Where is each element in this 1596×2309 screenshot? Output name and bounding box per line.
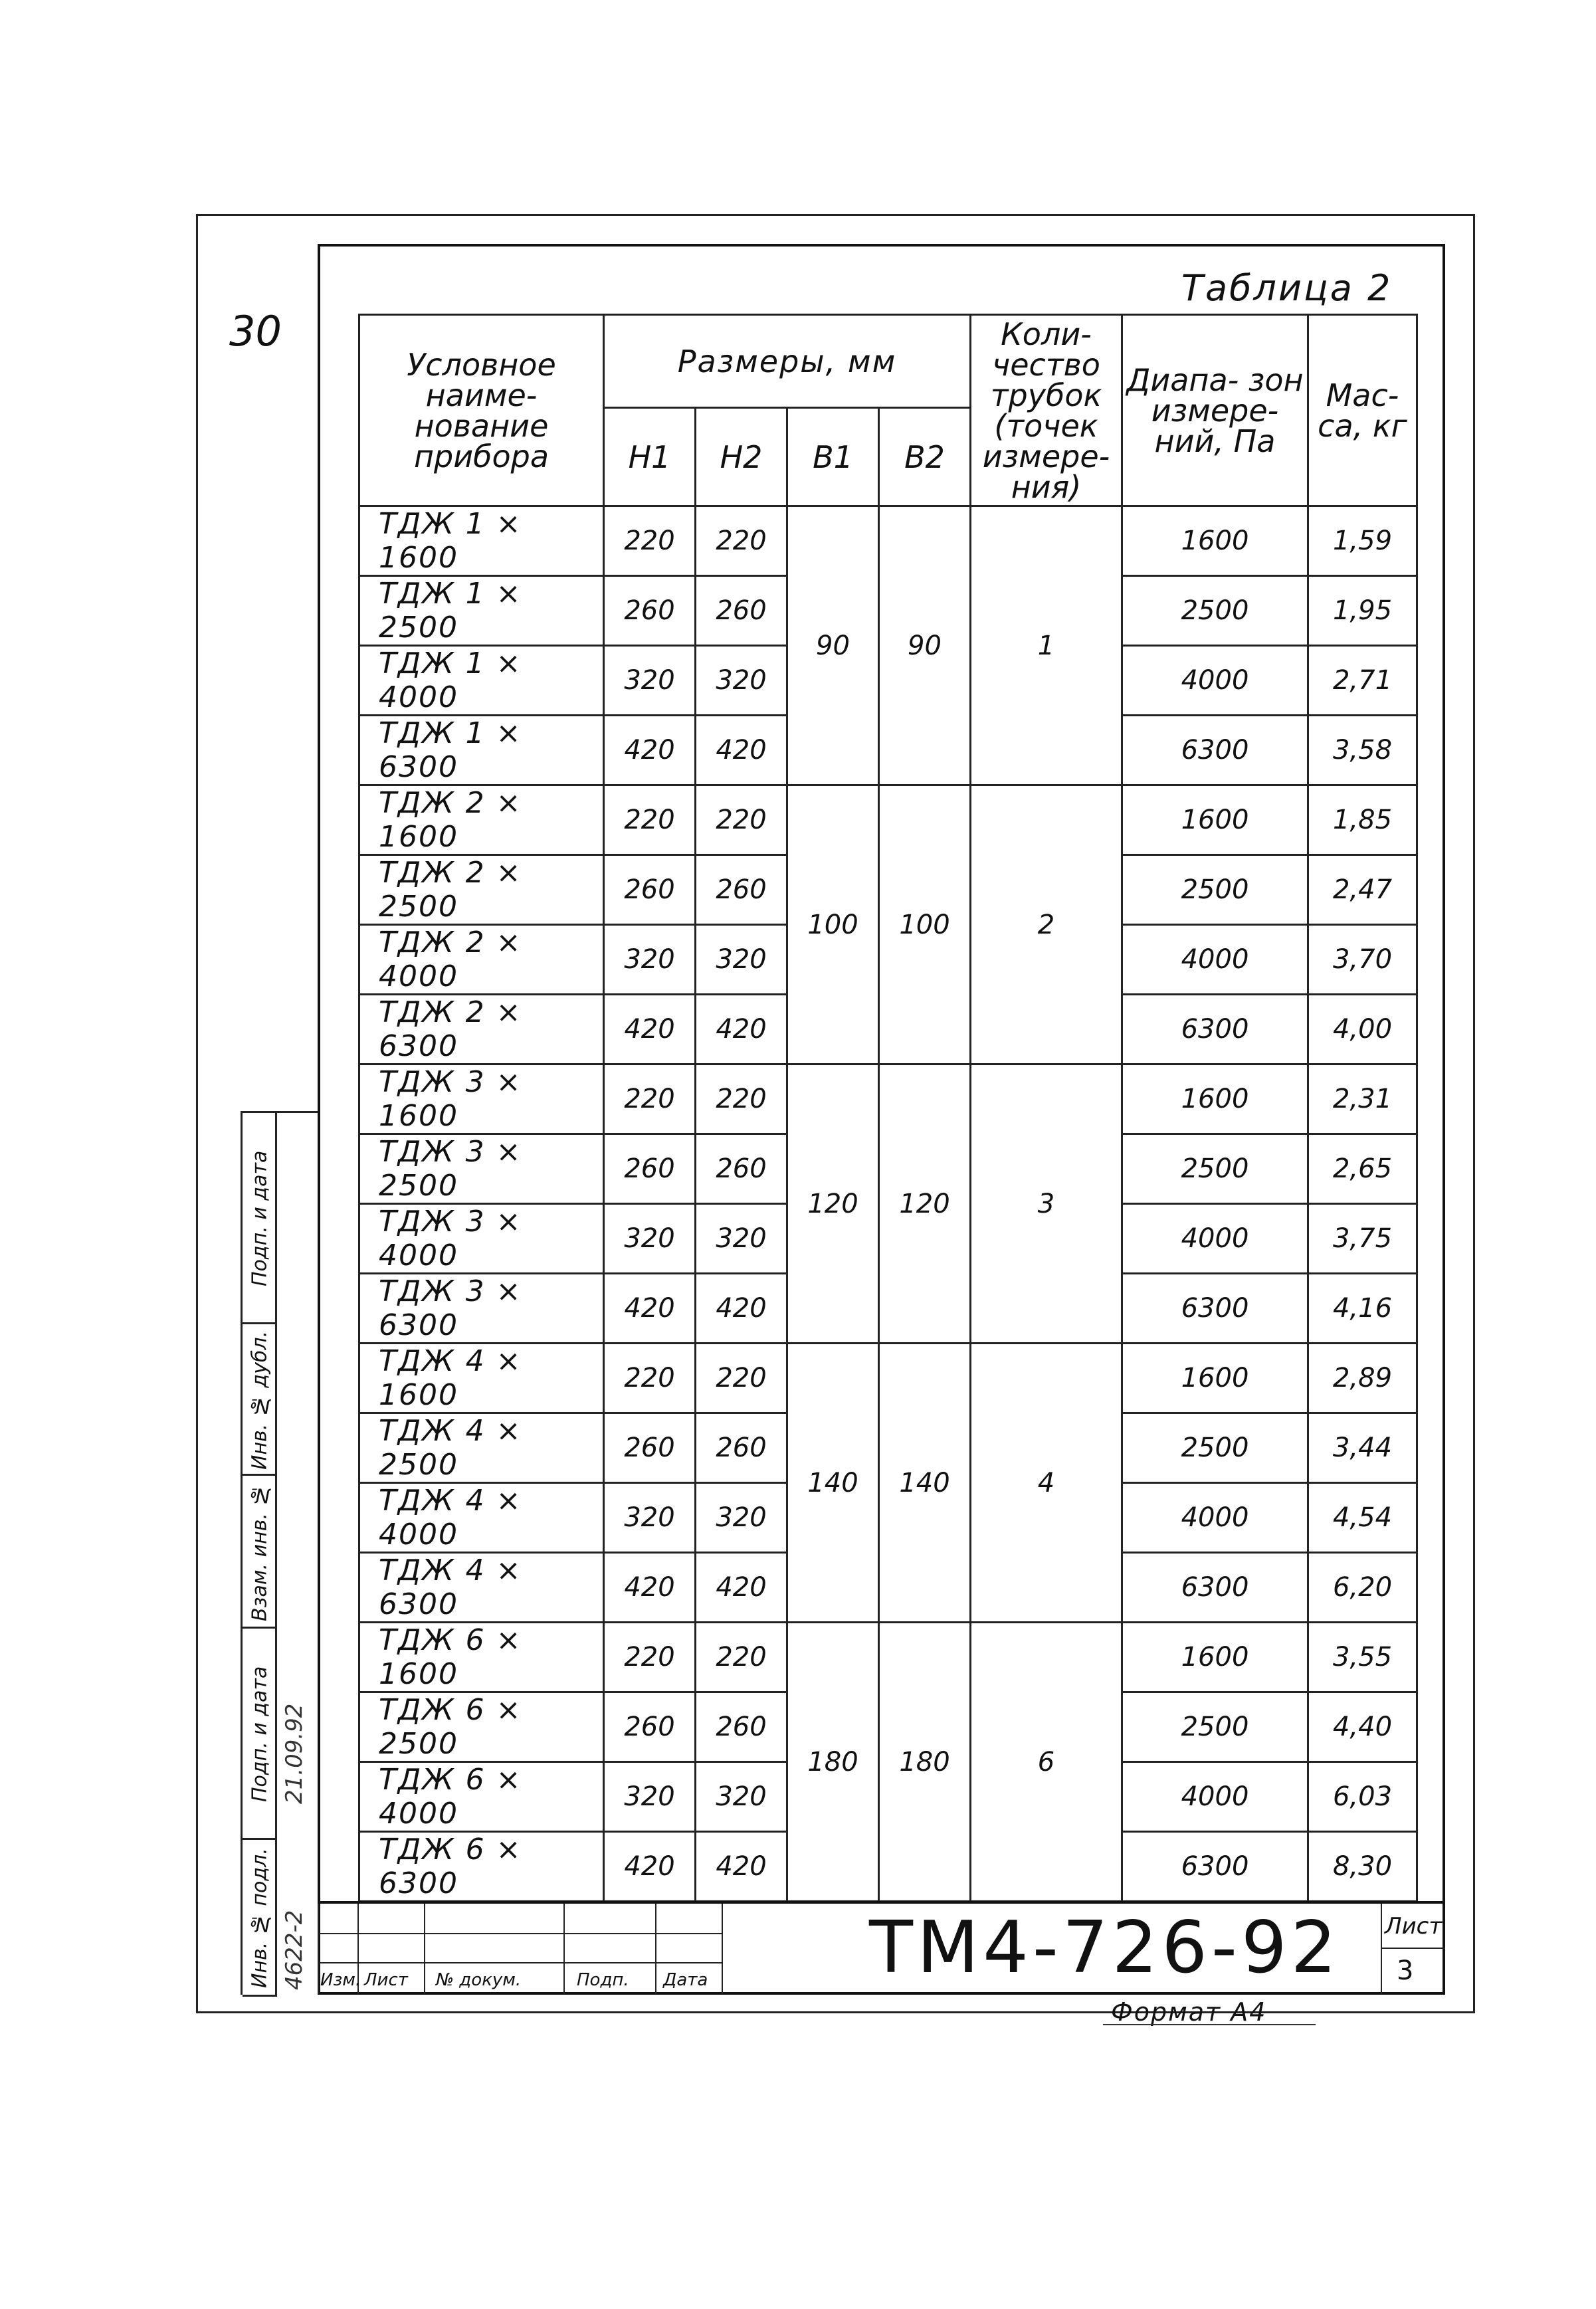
cell-model: ТДЖ 1 × 4000 bbox=[359, 646, 604, 716]
header-tubes: Коли- чество трубок (точек измере- ния) bbox=[971, 315, 1122, 506]
cell-model: ТДЖ 3 × 1600 bbox=[359, 1064, 604, 1134]
side-label-sign-date: Подп. и дата bbox=[248, 1150, 272, 1287]
cell-range: 1600 bbox=[1122, 785, 1308, 855]
stamp-izm: Изм. bbox=[320, 1970, 361, 1990]
cell-h1: 220 bbox=[604, 1623, 696, 1692]
cell-h2: 320 bbox=[696, 1204, 787, 1274]
cell-b2: 100 bbox=[879, 785, 971, 1064]
cell-h1: 260 bbox=[604, 1413, 696, 1483]
cell-b2: 180 bbox=[879, 1623, 971, 1902]
cell-mass: 2,71 bbox=[1308, 646, 1417, 716]
side-label-sign-date-2: Подп. и дата bbox=[248, 1666, 272, 1803]
table-row bbox=[359, 785, 1417, 855]
cell-mass: 3,55 bbox=[1308, 1623, 1417, 1692]
cell-mass: 1,95 bbox=[1308, 576, 1417, 646]
cell-model: ТДЖ 6 × 1600 bbox=[359, 1623, 604, 1692]
cell-mass: 4,00 bbox=[1308, 995, 1417, 1064]
header-sizes: Размеры, мм bbox=[604, 315, 971, 408]
cell-b1: 140 bbox=[787, 1344, 879, 1623]
cell-h1: 320 bbox=[604, 1204, 696, 1274]
cell-tubes: 4 bbox=[971, 1344, 1122, 1623]
cell-mass: 6,20 bbox=[1308, 1553, 1417, 1623]
cell-h2: 220 bbox=[696, 1623, 787, 1692]
cell-mass: 3,70 bbox=[1308, 925, 1417, 995]
cell-h1: 220 bbox=[604, 506, 696, 576]
cell-mass: 3,44 bbox=[1308, 1413, 1417, 1483]
cell-model: ТДЖ 6 × 6300 bbox=[359, 1832, 604, 1902]
cell-model: ТДЖ 1 × 6300 bbox=[359, 716, 604, 785]
cell-mass: 4,16 bbox=[1308, 1274, 1417, 1344]
cell-range: 1600 bbox=[1122, 1344, 1308, 1413]
cell-h1: 420 bbox=[604, 1553, 696, 1623]
cell-mass: 3,58 bbox=[1308, 716, 1417, 785]
document-code: ТМ4-726-92 bbox=[869, 1906, 1341, 1989]
cell-model: ТДЖ 4 × 2500 bbox=[359, 1413, 604, 1483]
cell-range: 4000 bbox=[1122, 1762, 1308, 1832]
cell-model: ТДЖ 3 × 2500 bbox=[359, 1134, 604, 1204]
side-label-replace-inv: Взам. инв. № bbox=[248, 1483, 272, 1621]
cell-h1: 420 bbox=[604, 716, 696, 785]
cell-model: ТДЖ 4 × 4000 bbox=[359, 1483, 604, 1553]
cell-mass: 4,40 bbox=[1308, 1692, 1417, 1762]
cell-range: 6300 bbox=[1122, 995, 1308, 1064]
cell-h2: 220 bbox=[696, 1064, 787, 1134]
stamp-doc: № докум. bbox=[436, 1970, 522, 1990]
cell-model: ТДЖ 3 × 6300 bbox=[359, 1274, 604, 1344]
header-range: Диапа- зон измере- ний, Па bbox=[1122, 315, 1308, 506]
cell-h2: 420 bbox=[696, 1553, 787, 1623]
cell-model: ТДЖ 1 × 1600 bbox=[359, 506, 604, 576]
cell-h1: 260 bbox=[604, 1134, 696, 1204]
cell-h2: 260 bbox=[696, 855, 787, 925]
cell-mass: 6,03 bbox=[1308, 1762, 1417, 1832]
cell-model: ТДЖ 6 × 2500 bbox=[359, 1692, 604, 1762]
cell-range: 2500 bbox=[1122, 1134, 1308, 1204]
cell-range: 6300 bbox=[1122, 1553, 1308, 1623]
cell-model: ТДЖ 1 × 2500 bbox=[359, 576, 604, 646]
cell-b2: 140 bbox=[879, 1344, 971, 1623]
cell-range: 6300 bbox=[1122, 1274, 1308, 1344]
cell-h1: 320 bbox=[604, 925, 696, 995]
sheet-box bbox=[1381, 1904, 1445, 1994]
stamp-list: Лист bbox=[364, 1970, 408, 1990]
cell-tubes: 1 bbox=[971, 506, 1122, 785]
header-mass: Мас- са, кг bbox=[1308, 315, 1417, 506]
cell-range: 4000 bbox=[1122, 925, 1308, 995]
cell-b2: 120 bbox=[879, 1064, 971, 1344]
cell-mass: 8,30 bbox=[1308, 1832, 1417, 1902]
cell-h1: 420 bbox=[604, 1274, 696, 1344]
header-h1: H1 bbox=[604, 408, 696, 506]
cell-h2: 420 bbox=[696, 1274, 787, 1344]
cell-tubes: 6 bbox=[971, 1623, 1122, 1902]
cell-range: 2500 bbox=[1122, 1692, 1308, 1762]
side-registration-strip bbox=[241, 1111, 318, 1995]
cell-mass: 2,31 bbox=[1308, 1064, 1417, 1134]
header-b1: B1 bbox=[787, 408, 879, 506]
cell-range: 2500 bbox=[1122, 1413, 1308, 1483]
stamp-data: Дата bbox=[663, 1970, 708, 1990]
cell-range: 4000 bbox=[1122, 646, 1308, 716]
header-b2: B2 bbox=[879, 408, 971, 506]
cell-mass: 1,59 bbox=[1308, 506, 1417, 576]
table-row bbox=[359, 1064, 1417, 1134]
cell-b1: 180 bbox=[787, 1623, 879, 1902]
cell-h1: 420 bbox=[604, 995, 696, 1064]
cell-range: 6300 bbox=[1122, 1832, 1308, 1902]
cell-tubes: 3 bbox=[971, 1064, 1122, 1344]
stamp-podp: Подп. bbox=[577, 1970, 629, 1990]
cell-model: ТДЖ 2 × 1600 bbox=[359, 785, 604, 855]
side-label-dup-inv: Инв. № дубл. bbox=[248, 1330, 272, 1470]
cell-h2: 320 bbox=[696, 1483, 787, 1553]
cell-mass: 2,89 bbox=[1308, 1344, 1417, 1413]
cell-mass: 2,65 bbox=[1308, 1134, 1417, 1204]
cell-h2: 420 bbox=[696, 716, 787, 785]
cell-mass: 3,75 bbox=[1308, 1204, 1417, 1274]
cell-h1: 220 bbox=[604, 1344, 696, 1413]
table-body bbox=[359, 506, 1417, 1902]
cell-model: ТДЖ 2 × 6300 bbox=[359, 995, 604, 1064]
devices-table bbox=[358, 314, 1418, 1902]
cell-h1: 320 bbox=[604, 646, 696, 716]
cell-b1: 120 bbox=[787, 1064, 879, 1344]
cell-tubes: 2 bbox=[971, 785, 1122, 1064]
side-label-orig-inv: Инв. № подл. bbox=[248, 1848, 272, 1989]
cell-model: ТДЖ 4 × 1600 bbox=[359, 1344, 604, 1413]
cell-range: 1600 bbox=[1122, 1623, 1308, 1692]
sheet-label: Лист bbox=[1385, 1913, 1443, 1940]
title-block bbox=[318, 1901, 1445, 1994]
cell-h1: 260 bbox=[604, 855, 696, 925]
cell-b1: 90 bbox=[787, 506, 879, 785]
cell-range: 6300 bbox=[1122, 716, 1308, 785]
format-underline bbox=[1103, 2024, 1316, 2025]
cell-model: ТДЖ 2 × 2500 bbox=[359, 855, 604, 925]
paper-format: Формат А4 bbox=[1111, 1997, 1267, 2027]
table-title: Таблица 2 bbox=[1181, 267, 1393, 309]
page-number: 30 bbox=[229, 307, 282, 355]
cell-h1: 320 bbox=[604, 1483, 696, 1553]
cell-h2: 420 bbox=[696, 995, 787, 1064]
table-row bbox=[359, 506, 1417, 576]
table-row bbox=[359, 1344, 1417, 1413]
cell-mass: 2,47 bbox=[1308, 855, 1417, 925]
cell-h2: 260 bbox=[696, 576, 787, 646]
cell-h1: 220 bbox=[604, 785, 696, 855]
cell-b1: 100 bbox=[787, 785, 879, 1064]
cell-h1: 420 bbox=[604, 1832, 696, 1902]
cell-range: 4000 bbox=[1122, 1483, 1308, 1553]
cell-h2: 260 bbox=[696, 1413, 787, 1483]
handwritten-date: 21.09.92 bbox=[281, 1703, 308, 1804]
cell-h1: 260 bbox=[604, 576, 696, 646]
cell-range: 1600 bbox=[1122, 1064, 1308, 1134]
cell-model: ТДЖ 3 × 4000 bbox=[359, 1204, 604, 1274]
cell-h2: 320 bbox=[696, 1762, 787, 1832]
cell-h2: 320 bbox=[696, 925, 787, 995]
sheet-number: 3 bbox=[1397, 1956, 1414, 1986]
cell-model: ТДЖ 6 × 4000 bbox=[359, 1762, 604, 1832]
cell-h2: 420 bbox=[696, 1832, 787, 1902]
revision-grid bbox=[318, 1904, 722, 1994]
cell-range: 1600 bbox=[1122, 506, 1308, 576]
cell-h2: 220 bbox=[696, 785, 787, 855]
header-name: Условное наиме- нование прибора bbox=[359, 315, 604, 506]
cell-model: ТДЖ 4 × 6300 bbox=[359, 1553, 604, 1623]
cell-h2: 220 bbox=[696, 506, 787, 576]
cell-h2: 260 bbox=[696, 1134, 787, 1204]
cell-h2: 260 bbox=[696, 1692, 787, 1762]
cell-h2: 320 bbox=[696, 646, 787, 716]
cell-mass: 1,85 bbox=[1308, 785, 1417, 855]
cell-range: 2500 bbox=[1122, 855, 1308, 925]
cell-range: 2500 bbox=[1122, 576, 1308, 646]
cell-b2: 90 bbox=[879, 506, 971, 785]
cell-range: 4000 bbox=[1122, 1204, 1308, 1274]
cell-h1: 320 bbox=[604, 1762, 696, 1832]
cell-model: ТДЖ 2 × 4000 bbox=[359, 925, 604, 995]
cell-h1: 220 bbox=[604, 1064, 696, 1134]
cell-mass: 4,54 bbox=[1308, 1483, 1417, 1553]
cell-h1: 260 bbox=[604, 1692, 696, 1762]
handwritten-inv-number: 4622-2 bbox=[281, 1910, 308, 1990]
header-h2: H2 bbox=[696, 408, 787, 506]
table-row bbox=[359, 1623, 1417, 1692]
cell-h2: 220 bbox=[696, 1344, 787, 1413]
